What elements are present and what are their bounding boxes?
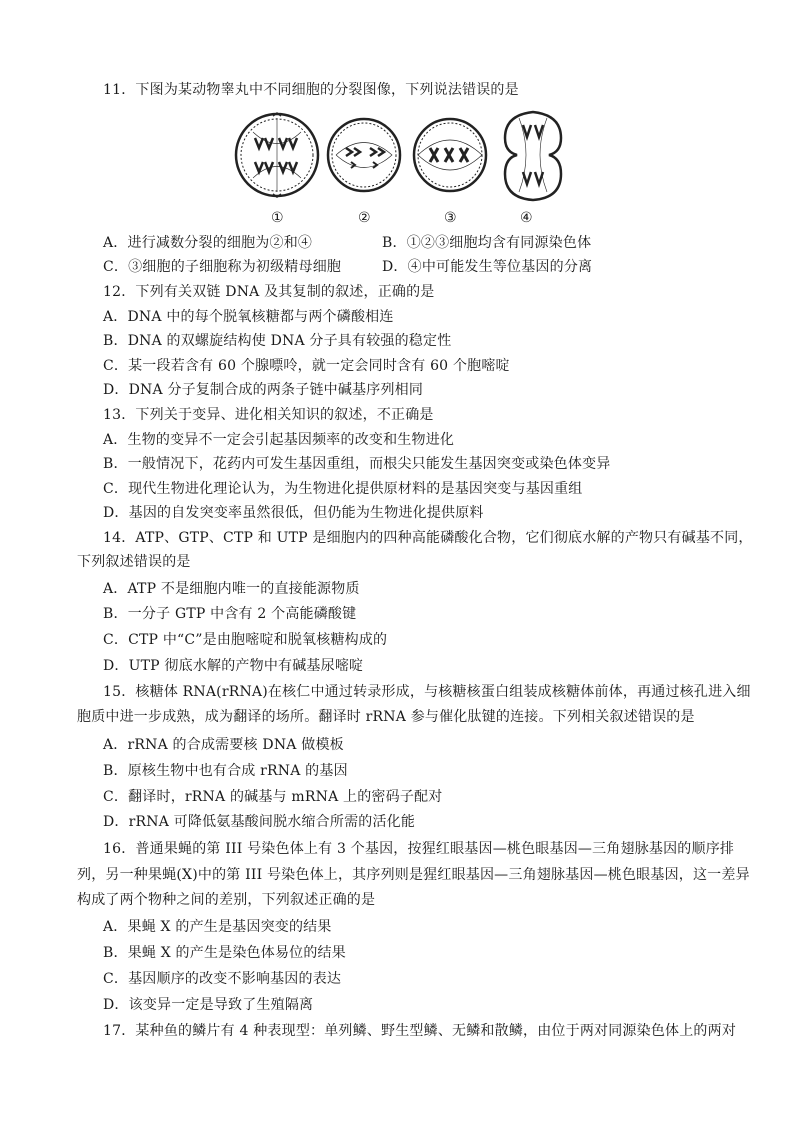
q16-option-c: C．基因顺序的改变不影响基因的表达	[103, 971, 342, 987]
q12-stem: 12．下列有关双链 DNA 及其复制的叙述，正确的是	[103, 284, 435, 300]
q15-stem-line1: 15．核糖体 RNA(rRNA)在核仁中通过转录形成，与核糖核蛋白组装成核糖体前体，再通过核孔进入细	[103, 684, 751, 700]
q15-option-d: D．rRNA 可降低氨基酸间脱水缩合所需的活化能	[103, 814, 416, 830]
q16-option-a: A．果蝇 X 的产生是基因突变的结果	[103, 919, 332, 935]
q12-option-d: D．DNA 分子复制合成的两条子链中碱基序列相同	[103, 382, 424, 398]
cell-3-illustration	[414, 119, 486, 191]
fig-label-1: ①	[271, 210, 284, 226]
cell-4-illustration	[505, 112, 561, 200]
q14-stem-line2: 下列叙述错误的是	[77, 554, 191, 570]
fig-label-4: ④	[520, 210, 533, 226]
q13-option-a: A．生物的变异不一定会引起基因频率的改变和生物进化	[103, 432, 455, 448]
q12-option-c: C．某一段若含有 60 个腺嘌呤，就一定会同时含有 60 个胞嘧啶	[103, 358, 510, 374]
q15-stem-line2: 胞质中进一步成熟，成为翻译的场所。翻译时 rRNA 参与催化肽键的连接。下列相关叙述错误的是	[77, 709, 695, 725]
q11-stem: 11．下图为某动物睾丸中不同细胞的分裂图像，下列说法错误的是	[103, 82, 519, 98]
fig-label-3: ③	[444, 210, 457, 226]
q13-option-b: B．一般情况下，花药内可发生基因重组，而根尖只能发生基因突变或染色体变异	[103, 456, 611, 472]
q15-option-a: A．rRNA 的合成需要核 DNA 做模板	[103, 737, 344, 753]
q14-stem-line1: 14．ATP、GTP、CTP 和 UTP 是细胞内的四种高能磷酸化合物，它们彻底水解的产物只有碱基不同，	[103, 530, 753, 546]
fig-label-2: ②	[358, 210, 371, 226]
q14-option-d: D．UTP 彻底水解的产物中有碱基尿嘧啶	[103, 658, 364, 674]
q16-stem-line2: 列，另一种果蝇(X)中的第 III 号染色体上，其序列则是猩红眼基因—三角翅脉基因—桃色眼基因，这一差异	[77, 867, 750, 883]
q11-option-a: A．进行减数分裂的细胞为②和④	[103, 235, 313, 251]
q14-option-c: C．CTP 中“C”是由胞嘧啶和脱氧核糖构成的	[103, 632, 388, 648]
q15-option-b: B．原核生物中也有合成 rRNA 的基因	[103, 763, 348, 779]
cell-2-illustration	[328, 119, 400, 191]
q16-option-d: D．该变异一定是导致了生殖隔离	[103, 997, 314, 1013]
q12-option-a: A．DNA 中的每个脱氧核糖都与两个磷酸相连	[103, 309, 394, 325]
q11-option-b: B．①②③细胞均含有同源染色体	[382, 235, 592, 251]
q16-stem-line3: 构成了两个物种之间的差别，下列叙述正确的是	[77, 892, 376, 908]
q13-option-d: D．基因的自发突变率虽然很低，但仍能为生物进化提供原料	[103, 505, 484, 521]
q14-option-a: A．ATP 不是细胞内唯一的直接能源物质	[103, 581, 360, 597]
q13-stem: 13．下列关于变异、进化相关知识的叙述，不正确是	[103, 407, 434, 423]
cell-1-illustration	[236, 113, 318, 197]
q13-option-c: C．现代生物进化理论认为，为生物进化提供原材料的是基因突变与基因重组	[103, 481, 583, 497]
q14-option-b: B．一分子 GTP 中含有 2 个高能磷酸键	[103, 606, 357, 622]
q17-stem-line1: 17．某种鱼的鳞片有 4 种表现型：单列鳞、野生型鳞、无鳞和散鳞，由位于两对同源染色体上的两对	[103, 1023, 737, 1039]
q16-stem-line1: 16．普通果蝇的第 III 号染色体上有 3 个基因，按猩红眼基因—桃色眼基因—三角翅脉基因的顺序排	[103, 841, 735, 857]
q16-option-b: B．果蝇 X 的产生是染色体易位的结果	[103, 945, 346, 961]
q11-option-c: C．③细胞的子细胞称为初级精母细胞	[103, 259, 342, 275]
q15-option-c: C．翻译时，rRNA 的碱基与 mRNA 上的密码子配对	[103, 789, 443, 805]
q11-option-d: D．④中可能发生等位基因的分离	[382, 259, 593, 275]
q12-option-b: B．DNA 的双螺旋结构使 DNA 分子具有较强的稳定性	[103, 333, 452, 349]
